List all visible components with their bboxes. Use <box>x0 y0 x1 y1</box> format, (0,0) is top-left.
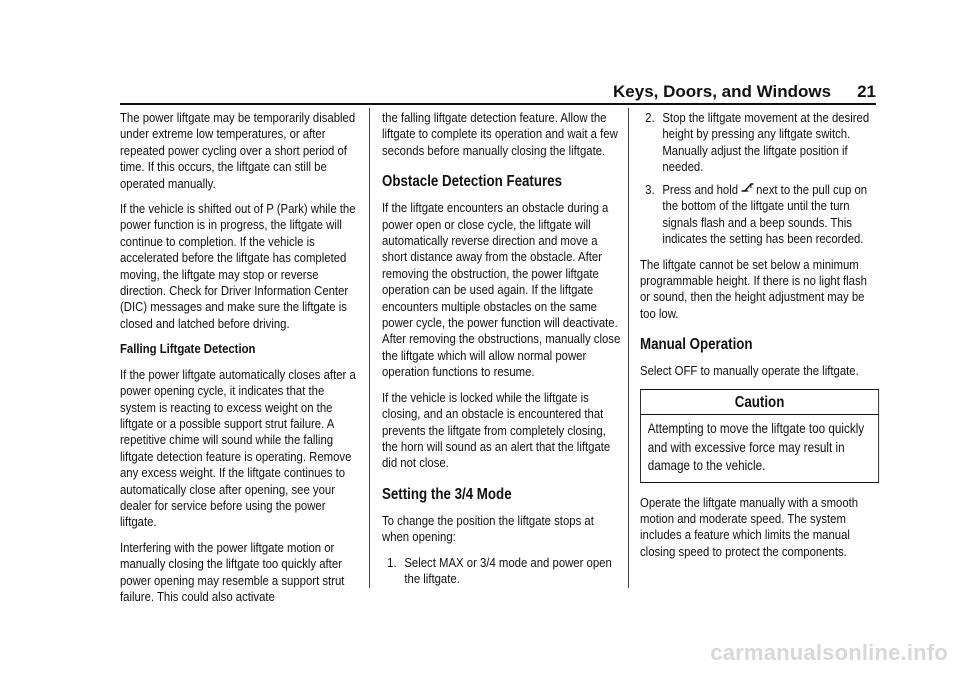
paragraph: Select OFF to manually operate the liftgate. <box>640 363 859 379</box>
step-number: 2. <box>645 110 655 125</box>
paragraph: If the liftgate encounters an obstacle during a power open or close cycle, the liftgate will automatically reverse direction and move a short distance away from the obstacle. After removing the obstruction, the power liftgate operation can be used again. If the liftgate encounters multiple obstacles on the same power cycle, the power function will deactivate. After removing the obstructions, manually close the liftgate which will allow normal power operation functions to resume. <box>382 200 621 380</box>
steps-list <box>640 110 879 248</box>
caution-text: Attempting to move the liftgate too quickly and with excessive force may result in damage to the vehicle. <box>647 421 865 473</box>
paragraph: Interfering with the power liftgate motion or manually closing the liftgate too quickly after power opening may resemble a support strut failure. This could also activate <box>120 539 345 604</box>
step-number: 3. <box>645 181 655 197</box>
heading-manual-operation: Manual Operation <box>640 336 753 354</box>
paragraph: Operate the liftgate manually with a smooth motion and moderate speed. The system includes a feature which limits the manual closing speed to protect the components. <box>640 494 859 559</box>
heading-obstacle-detection: Obstacle Detection Features <box>382 173 563 191</box>
step-number: 1. <box>387 554 397 570</box>
steps-list <box>382 555 621 588</box>
watermark: carmanualsonline.info <box>710 640 948 665</box>
paragraph: If the vehicle is shifted out of P (Park) while the power function is in progress, the liftgate will continue to completion. If the vehicle is accelerated before the liftgate has completed moving, the liftgate may stop or reverse direction. Check for Driver Information Center (DIC) messages and make sure the liftgate is closed and latched before driving. <box>120 201 356 331</box>
step-text: Stop the liftgate movement at the desired height by pressing any liftgate switch. Manually adjust the liftgate position if needed. <box>662 110 870 175</box>
liftgate-close-icon <box>741 182 755 198</box>
step-text-pre: Press and hold <box>662 181 739 197</box>
paragraph: The liftgate cannot be set below a minimum programmable height. If there is no light flash or sound, then the height adjustment may be too low. <box>640 256 867 321</box>
paragraph: To change the position the liftgate stops at when opening: <box>382 512 594 545</box>
paragraph: The power liftgate may be temporarily disabled under extreme low temperatures, or after repeated power cycling over a short period of time. If this occurs, the liftgate can still be operated manually. <box>120 110 356 191</box>
paragraph: If the power liftgate automatically closes after a power opening cycle, it indicates that the system is reacting to excess weight on the liftgate or a possible support strut failure. A repetitive chime will sound while the falling liftgate detection feature is operating. Remove any excess weight. If the liftgate continues to automatically close after opening, see your dealer for service before using the power liftgate. <box>120 366 356 530</box>
subheading-falling-liftgate: Falling Liftgate Detection <box>120 341 256 357</box>
list-item <box>640 110 879 176</box>
step-text-post: next to the pull cup on the bottom of the liftgate until the turn signals flash and a beep sounds. This indicates the setting has been recorded. <box>662 181 868 247</box>
column-divider <box>369 108 370 588</box>
heading-setting-3-4-mode: Setting the 3/4 Mode <box>382 485 512 503</box>
column-3 <box>640 110 879 569</box>
page-number: 21 <box>857 82 876 101</box>
header-rule <box>120 103 876 105</box>
caution-title: Caution <box>641 390 878 415</box>
section-title: Keys, Doors, and Windows <box>613 82 832 101</box>
column-1 <box>120 110 359 614</box>
list-item <box>640 182 879 248</box>
paragraph: the falling liftgate detection feature. Allow the liftgate to complete its operation and wait a few seconds before manually closing the liftgate. <box>382 110 618 158</box>
step-text: Select MAX or 3/4 mode and power open the liftgate. <box>404 554 612 586</box>
list-item <box>382 555 621 588</box>
column-2 <box>382 110 621 596</box>
column-divider <box>628 108 629 588</box>
paragraph: If the vehicle is locked while the liftgate is closing, and an obstacle is encountered that prevents the liftgate from completely closing, the horn will sound as an alert that the liftgate did not close. <box>382 389 611 471</box>
caution-box <box>640 389 879 483</box>
